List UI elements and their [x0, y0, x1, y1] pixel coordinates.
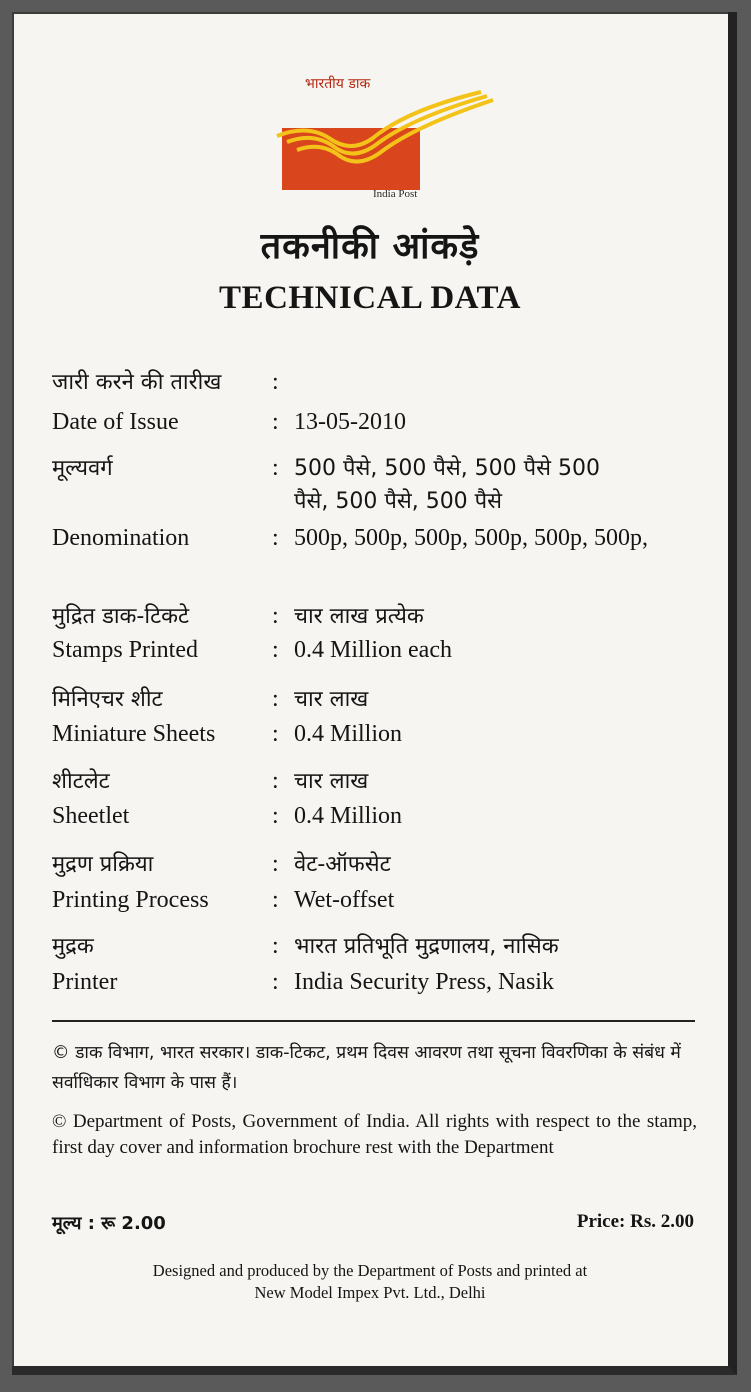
- row-label: जारी करने की तारीख: [52, 370, 222, 395]
- row-label: मूल्यवर्ग: [52, 456, 113, 481]
- row-label: मुद्रक: [52, 934, 94, 959]
- footer-line-1: Designed and produced by the Department of Posts and printed at: [152, 1261, 588, 1280]
- row-label: Printing Process: [52, 887, 209, 913]
- row-label: मिनिएचर शीट: [52, 687, 163, 712]
- row-label: मुद्रण प्रक्रिया: [52, 852, 154, 877]
- row-colon: :: [272, 721, 279, 747]
- row-colon: :: [272, 933, 279, 959]
- row-value: भारत प्रतिभूति मुद्रणालय, नासिक: [294, 934, 559, 959]
- row-colon: :: [272, 803, 279, 829]
- row-label: Stamps Printed: [52, 637, 199, 663]
- row-colon: :: [272, 637, 279, 663]
- row-colon: :: [272, 768, 279, 794]
- row-label: Denomination: [52, 525, 190, 551]
- row-label: Printer: [52, 969, 118, 995]
- price-english: Price: Rs. 2.00: [576, 1211, 694, 1232]
- row-colon: :: [272, 969, 279, 995]
- row-value: चार लाख: [294, 769, 369, 794]
- copyright-english: © Department of Posts, Government of India. All rights with respect to the stamp, first day cover and information brochure rest with the Department: [52, 1111, 697, 1158]
- logo-english-text: India Post: [373, 188, 418, 200]
- brochure-page: [12, 12, 737, 1375]
- row-value: 0.4 Million each: [294, 637, 452, 663]
- row-value: 0.4 Million: [294, 803, 403, 829]
- row-colon: :: [272, 603, 279, 629]
- row-value: 13-05-2010: [294, 409, 406, 435]
- row-colon: :: [272, 887, 279, 913]
- logo-hindi-text: भारतीय डाक: [305, 76, 371, 92]
- row-colon: :: [272, 409, 279, 435]
- row-value: 0.4 Million: [294, 721, 403, 747]
- row-label: Date of Issue: [52, 409, 179, 435]
- india-post-logo: [267, 72, 497, 212]
- row-label: मुद्रित डाक-टिकटे: [52, 604, 190, 629]
- row-value: चार लाख प्रत्येक: [294, 604, 424, 629]
- row-value: India Security Press, Nasik: [294, 969, 554, 995]
- price-hindi: मूल्य : रू 2.00: [52, 1213, 166, 1234]
- row-colon: :: [272, 686, 279, 712]
- footer-credits: [12, 1260, 728, 1304]
- row-label: Miniature Sheets: [52, 721, 216, 747]
- row-label: शीटलेट: [52, 769, 110, 794]
- divider: [52, 1020, 695, 1022]
- row-value: चार लाख: [294, 687, 369, 712]
- copyright-hindi: © डाक विभाग, भारत सरकार। डाक-टिकट, प्रथम दिवस आवरण तथा सूचना विवरणिका के संबंध में सर्वाधिकार विभाग के पास हैं।: [52, 1043, 681, 1093]
- row-colon: :: [272, 851, 279, 877]
- row-value: 500p, 500p, 500p, 500p, 500p, 500p,: [294, 525, 648, 551]
- page-title: TECHNICAL DATA: [219, 280, 521, 316]
- row-colon: :: [272, 525, 279, 551]
- row-colon: :: [272, 369, 279, 395]
- row-label: Sheetlet: [52, 803, 130, 829]
- row-colon: :: [272, 455, 279, 481]
- row-value: वेट-ऑफसेट: [294, 852, 391, 877]
- row-value: 500 पैसे, 500 पैसे, 500 पैसे 500 पैसे, 500 पैसे, 500 पैसे: [294, 456, 601, 514]
- page-title-hindi: तकनीकी आंकड़े: [260, 226, 480, 267]
- row-value: Wet-offset: [294, 887, 395, 913]
- footer-line-2: New Model Impex Pvt. Ltd., Delhi: [254, 1283, 486, 1302]
